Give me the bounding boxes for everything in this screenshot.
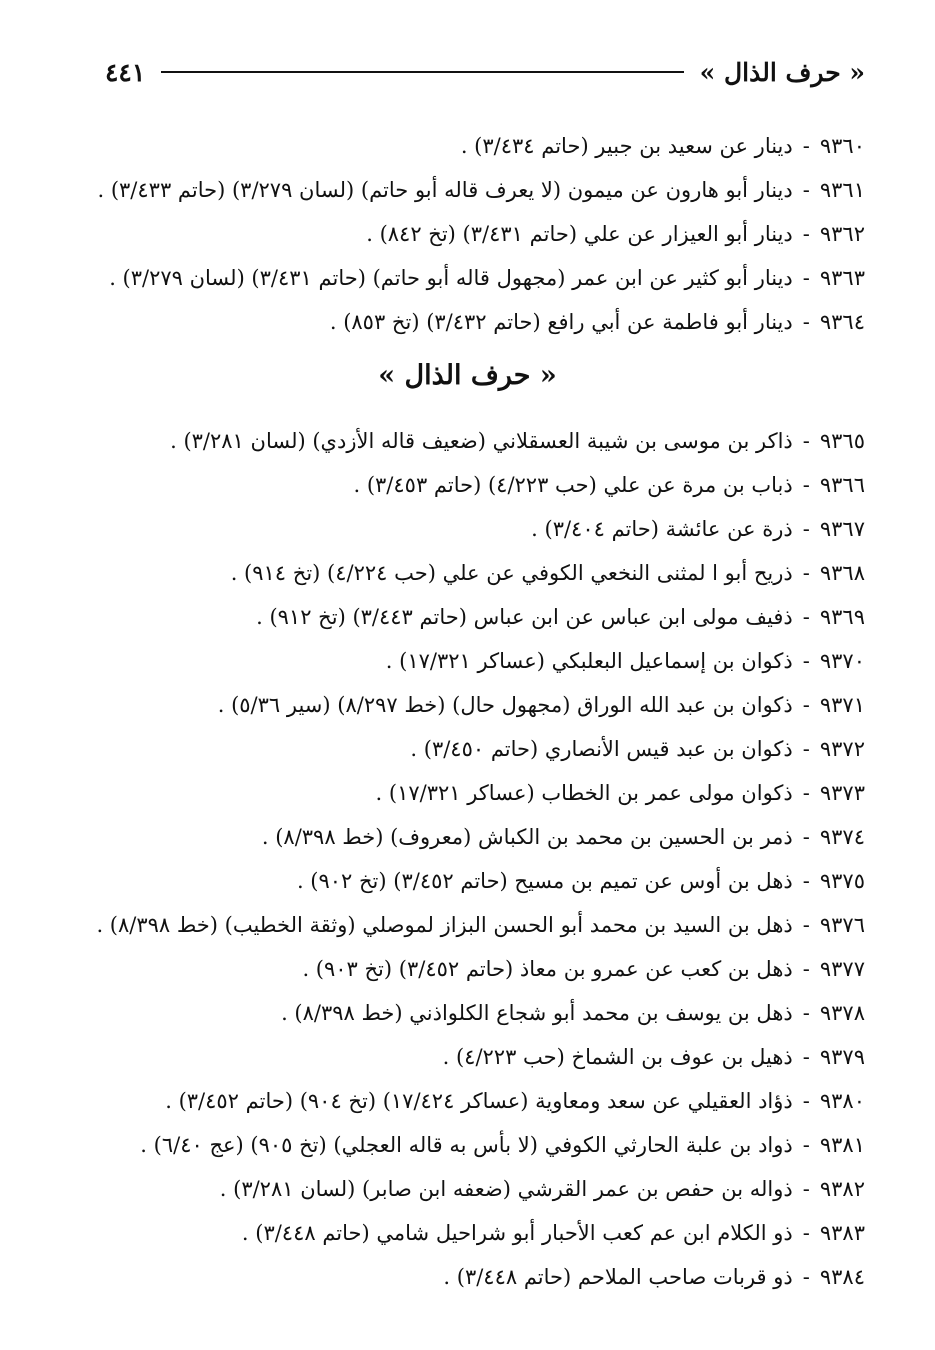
entry-text: ذهل بن أوس عن تميم بن مسيح (حاتم ٣/٤٥٢) (تخ ٩٠٢) . bbox=[296, 868, 793, 893]
list-item bbox=[100, 212, 865, 256]
list-item bbox=[100, 991, 865, 1035]
entry-text: ذرة عن عائشة (حاتم ٣/٤٠٤) . bbox=[531, 516, 793, 541]
dash: - bbox=[802, 1176, 810, 1201]
dash: - bbox=[802, 692, 810, 717]
dash: - bbox=[802, 560, 810, 585]
entry-text: ذكوان مولى عمر بن الخطاب (عساكر ١٧/٣٢١) . bbox=[375, 780, 793, 805]
entry-text: ذباب بن مرة عن علي (حب ٤/٢٢٣) (حاتم ٣/٤٥٣) . bbox=[353, 472, 793, 497]
list-item bbox=[100, 683, 865, 727]
dash: - bbox=[802, 1000, 810, 1025]
entry-text: ذواله بن حفص بن عمر القرشي (ضعفه ابن صابر) (لسان ٣/٢٨١) . bbox=[219, 1176, 793, 1201]
entry-text: ذهل بن السيد بن محمد أبو الحسن البزاز لموصلي (وثقة الخطيب) (خط ٨/٣٩٨) . bbox=[96, 912, 793, 937]
entry-number: ٩٣٨٠ bbox=[819, 1088, 865, 1113]
list-item bbox=[100, 815, 865, 859]
list-item bbox=[100, 419, 865, 463]
entry-number: ٩٣٨٤ bbox=[819, 1264, 865, 1289]
entry-number: ٩٣٧٨ bbox=[819, 1000, 865, 1025]
list-item bbox=[100, 1211, 865, 1255]
entry-text: ذؤاد العقيلي عن سعد ومعاوية (عساكر ١٧/٤٢٤) (تخ ٩٠٤) (حاتم ٣/٤٥٢) . bbox=[165, 1088, 793, 1113]
entry-number: ٩٣٨٣ bbox=[819, 1220, 865, 1245]
list-item bbox=[100, 1167, 865, 1211]
list-item bbox=[100, 859, 865, 903]
entry-number: ٩٣٨١ bbox=[819, 1132, 865, 1157]
entry-text: ذهيل بن عوف بن الشماخ (حب ٤/٢٢٣) . bbox=[442, 1044, 793, 1069]
page-number: ٤٤١ bbox=[105, 57, 146, 87]
entry-number: ٩٣٧٢ bbox=[819, 736, 865, 761]
entry-number: ٩٣٧٦ bbox=[819, 912, 865, 937]
list-item bbox=[100, 463, 865, 507]
dash: - bbox=[802, 516, 810, 541]
entry-number: ٩٣٧١ bbox=[819, 692, 865, 717]
entry-number: ٩٣٧٧ bbox=[819, 956, 865, 981]
entry-number: ٩٣٦٨ bbox=[819, 560, 865, 585]
dash: - bbox=[802, 604, 810, 629]
entries-list-top bbox=[97, 124, 865, 344]
entry-text: ذكوان بن عبد قيس الأنصاري (حاتم ٣/٤٥٠) . bbox=[410, 736, 793, 761]
list-item bbox=[100, 639, 865, 683]
dash: - bbox=[802, 956, 810, 981]
entry-number: ٩٣٨٢ bbox=[819, 1176, 865, 1201]
header-rule bbox=[161, 71, 683, 73]
entry-text: دينار أبو كثير عن ابن عمر (مجهول قاله أبو حاتم) (حاتم ٣/٤٣١) (لسان ٣/٢٧٩) . bbox=[109, 265, 793, 290]
list-item bbox=[96, 903, 865, 947]
dash: - bbox=[802, 736, 810, 761]
page-header bbox=[105, 52, 865, 92]
entry-text: ذو الكلام ابن عم كعب الأحبار أبو شراحيل شامي (حاتم ٣/٤٤٨) . bbox=[241, 1220, 793, 1245]
entry-text: ذو قربات صاحب الملاحم (حاتم ٣/٤٤٨) . bbox=[443, 1264, 793, 1289]
dash: - bbox=[802, 824, 810, 849]
dash: - bbox=[802, 177, 810, 202]
entry-text: دينار عن سعيد بن جبير (حاتم ٣/٤٣٤) . bbox=[460, 133, 793, 158]
entry-text: ذاكر بن موسى بن شيبة العسقلاني (ضعيف قاله الأزدي) (لسان ٣/٢٨١) . bbox=[170, 428, 793, 453]
dash: - bbox=[802, 133, 810, 158]
entry-text: دينار أبو هارون عن ميمون (لا يعرف قاله أبو حاتم) (لسان ٣/٢٧٩) (حاتم ٣/٤٣٣) . bbox=[97, 177, 793, 202]
entries-list-main bbox=[96, 419, 865, 1299]
running-title: « حرف الذال » bbox=[699, 57, 865, 87]
dash: - bbox=[802, 221, 810, 246]
entry-text: ذفيف مولى ابن عباس عن ابن عباس (حاتم ٣/٤٤٣) (تخ ٩١٢) . bbox=[256, 604, 793, 629]
section-heading: « حرف الذال » bbox=[378, 360, 557, 391]
entry-number: ٩٣٦٤ bbox=[819, 309, 865, 334]
list-item bbox=[97, 168, 865, 212]
entry-number: ٩٣٧٩ bbox=[819, 1044, 865, 1069]
list-item bbox=[100, 771, 865, 815]
list-item bbox=[100, 300, 865, 344]
dash: - bbox=[802, 648, 810, 673]
entry-number: ٩٣٦٥ bbox=[819, 428, 865, 453]
dash: - bbox=[802, 472, 810, 497]
entry-number: ٩٣٧٣ bbox=[819, 780, 865, 805]
list-item bbox=[100, 256, 865, 300]
list-item bbox=[100, 507, 865, 551]
entry-text: دينار أبو فاطمة عن أبي رافع (حاتم ٣/٤٣٢) (تخ ٨٥٣) . bbox=[329, 309, 793, 334]
dash: - bbox=[802, 1044, 810, 1069]
dash: - bbox=[802, 1220, 810, 1245]
entry-number: ٩٣٧٠ bbox=[819, 648, 865, 673]
entry-text: ذواد بن علبة الحارثي الكوفي (لا بأس به قاله العجلي) (تخ ٩٠٥) (عج ٦/٤٠) . bbox=[140, 1132, 793, 1157]
entry-text: ذكوان بن عبد الله الوراق (مجهول حال) (خط ٨/٢٩٧) (سير ٥/٣٦) . bbox=[217, 692, 793, 717]
list-item bbox=[100, 124, 865, 168]
entry-text: ذهل بن يوسف بن محمد أبو شجاع الكلواذني (خط ٨/٣٩٨) . bbox=[281, 1000, 793, 1025]
list-item bbox=[100, 1035, 865, 1079]
entry-number: ٩٣٦٢ bbox=[819, 221, 865, 246]
list-item bbox=[100, 1123, 865, 1167]
dash: - bbox=[802, 428, 810, 453]
dash: - bbox=[802, 868, 810, 893]
list-item bbox=[100, 1255, 865, 1299]
entry-text: دينار أبو العيزار عن علي (حاتم ٣/٤٣١) (تخ ٨٤٢) . bbox=[366, 221, 793, 246]
list-item bbox=[100, 595, 865, 639]
dash: - bbox=[802, 780, 810, 805]
dash: - bbox=[802, 1264, 810, 1289]
entry-number: ٩٣٦٩ bbox=[819, 604, 865, 629]
entry-number: ٩٣٦٣ bbox=[819, 265, 865, 290]
dash: - bbox=[802, 1088, 810, 1113]
entry-text: ذهل بن كعب عن عمرو بن معاذ (حاتم ٣/٤٥٢) (تخ ٩٠٣) . bbox=[302, 956, 793, 981]
entry-number: ٩٣٦٧ bbox=[819, 516, 865, 541]
entry-number: ٩٣٧٥ bbox=[819, 868, 865, 893]
entry-text: ذمر بن الحسين بن محمد بن الكباش (معروف) (خط ٨/٣٩٨) . bbox=[261, 824, 793, 849]
entry-text: ذكوان بن إسماعيل البعلبكي (عساكر ١٧/٣٢١) . bbox=[385, 648, 793, 673]
dash: - bbox=[802, 265, 810, 290]
dash: - bbox=[802, 1132, 810, 1157]
list-item bbox=[100, 727, 865, 771]
list-item bbox=[100, 947, 865, 991]
list-item bbox=[100, 1079, 865, 1123]
entry-number: ٩٣٦٦ bbox=[819, 472, 865, 497]
entry-number: ٩٣٧٤ bbox=[819, 824, 865, 849]
list-item bbox=[100, 551, 865, 595]
entry-number: ٩٣٦٠ bbox=[819, 133, 865, 158]
dash: - bbox=[802, 912, 810, 937]
entry-number: ٩٣٦١ bbox=[819, 177, 865, 202]
entry-text: ذريح أبو ا لمثنى النخعي الكوفي عن علي (حب ٤/٢٢٤) (تخ ٩١٤) . bbox=[230, 560, 793, 585]
dash: - bbox=[802, 309, 810, 334]
